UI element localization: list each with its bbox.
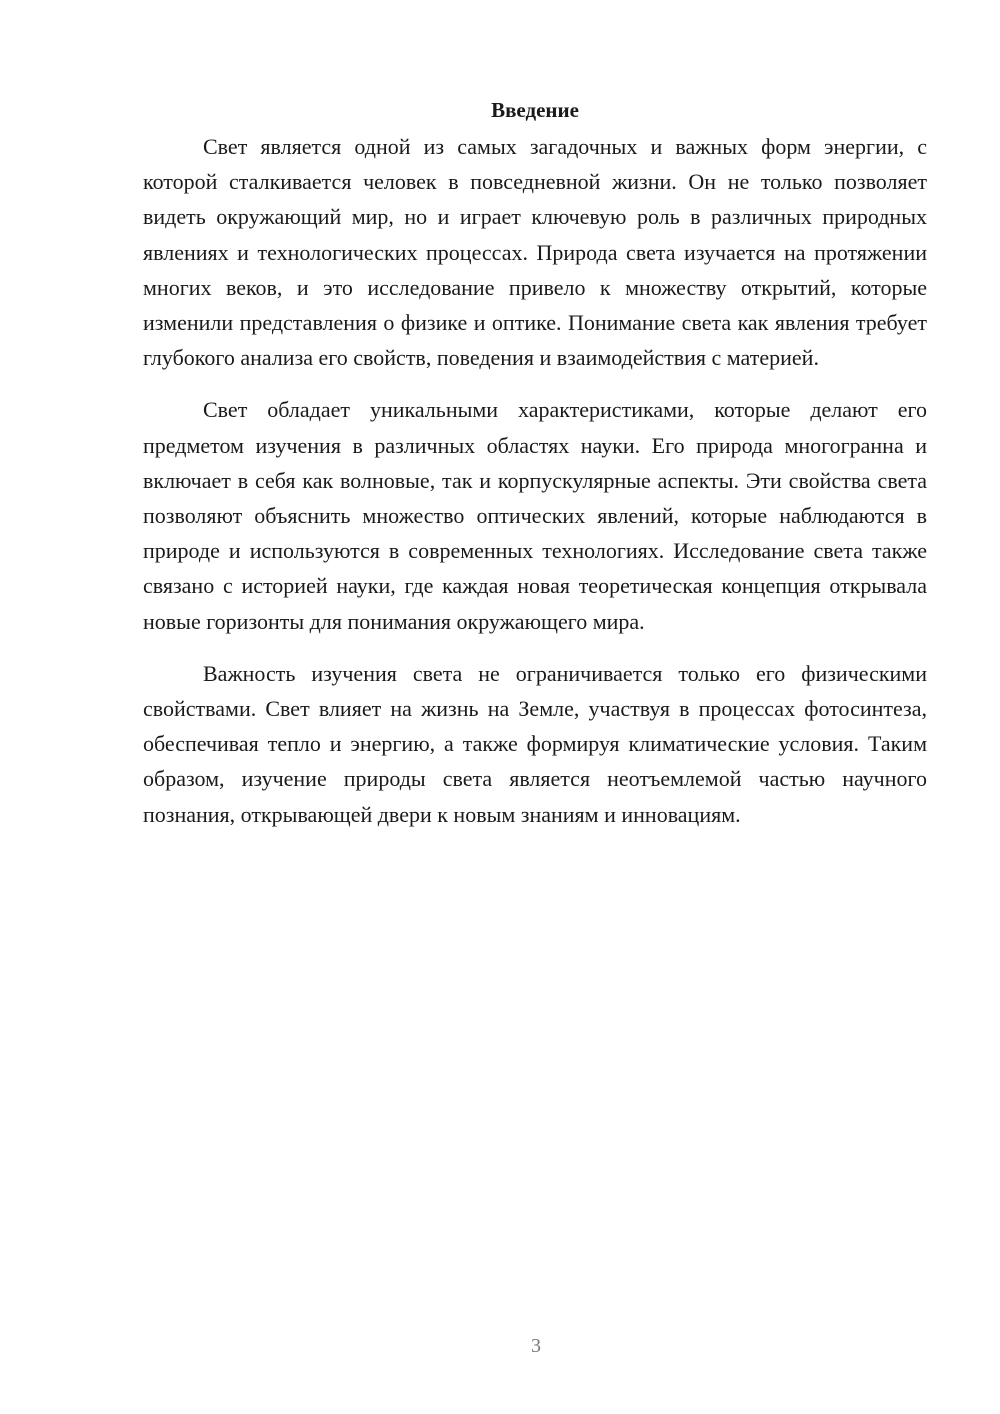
section-heading: Введение xyxy=(491,98,579,122)
paragraph-1: Свет является одной из самых загадочных и важных форм энергии, с которой сталкивается человек в повседневной жизни. Он не только позволяет видеть окружающий мир, но и играет ключевую роль в различных природных явлениях и технологических процессах. Природа света изучается на протяжении многих веков, и это исследование привело к множеству открытий, которые изменили представления о физике и оптике. Понимание света как явления требует глубокого анализа его свойств, поведения и взаимодействия с материей. xyxy=(143,134,927,371)
paragraph-3: Важность изучения света не ограничивается только его физическими свойствами. Свет влияет на жизнь на Земле, участвуя в процессах фотосинтеза, обеспечивая тепло и энергию, а также формируя климатические условия. Таким образом, изучение природы света является неотъемлемой частью научного познания, открывающей двери к новым знаниям и инновациям. xyxy=(143,660,927,827)
page-content xyxy=(143,92,927,832)
page-number: 3 xyxy=(531,1335,541,1357)
paragraph-2: Свет обладает уникальными характеристиками, которые делают его предметом изучения в различных областях науки. Его природа многогранна и включает в себя как волновые, так и корпускулярные аспекты. Эти свойства света позволяют объяснить множество оптических явлений, которые наблюдаются в природе и используются в современных технологиях. Исследование света также связано с историей науки, где каждая новая теоретическая концепция открывала новые горизонты для понимания окружающего мира. xyxy=(143,397,927,634)
